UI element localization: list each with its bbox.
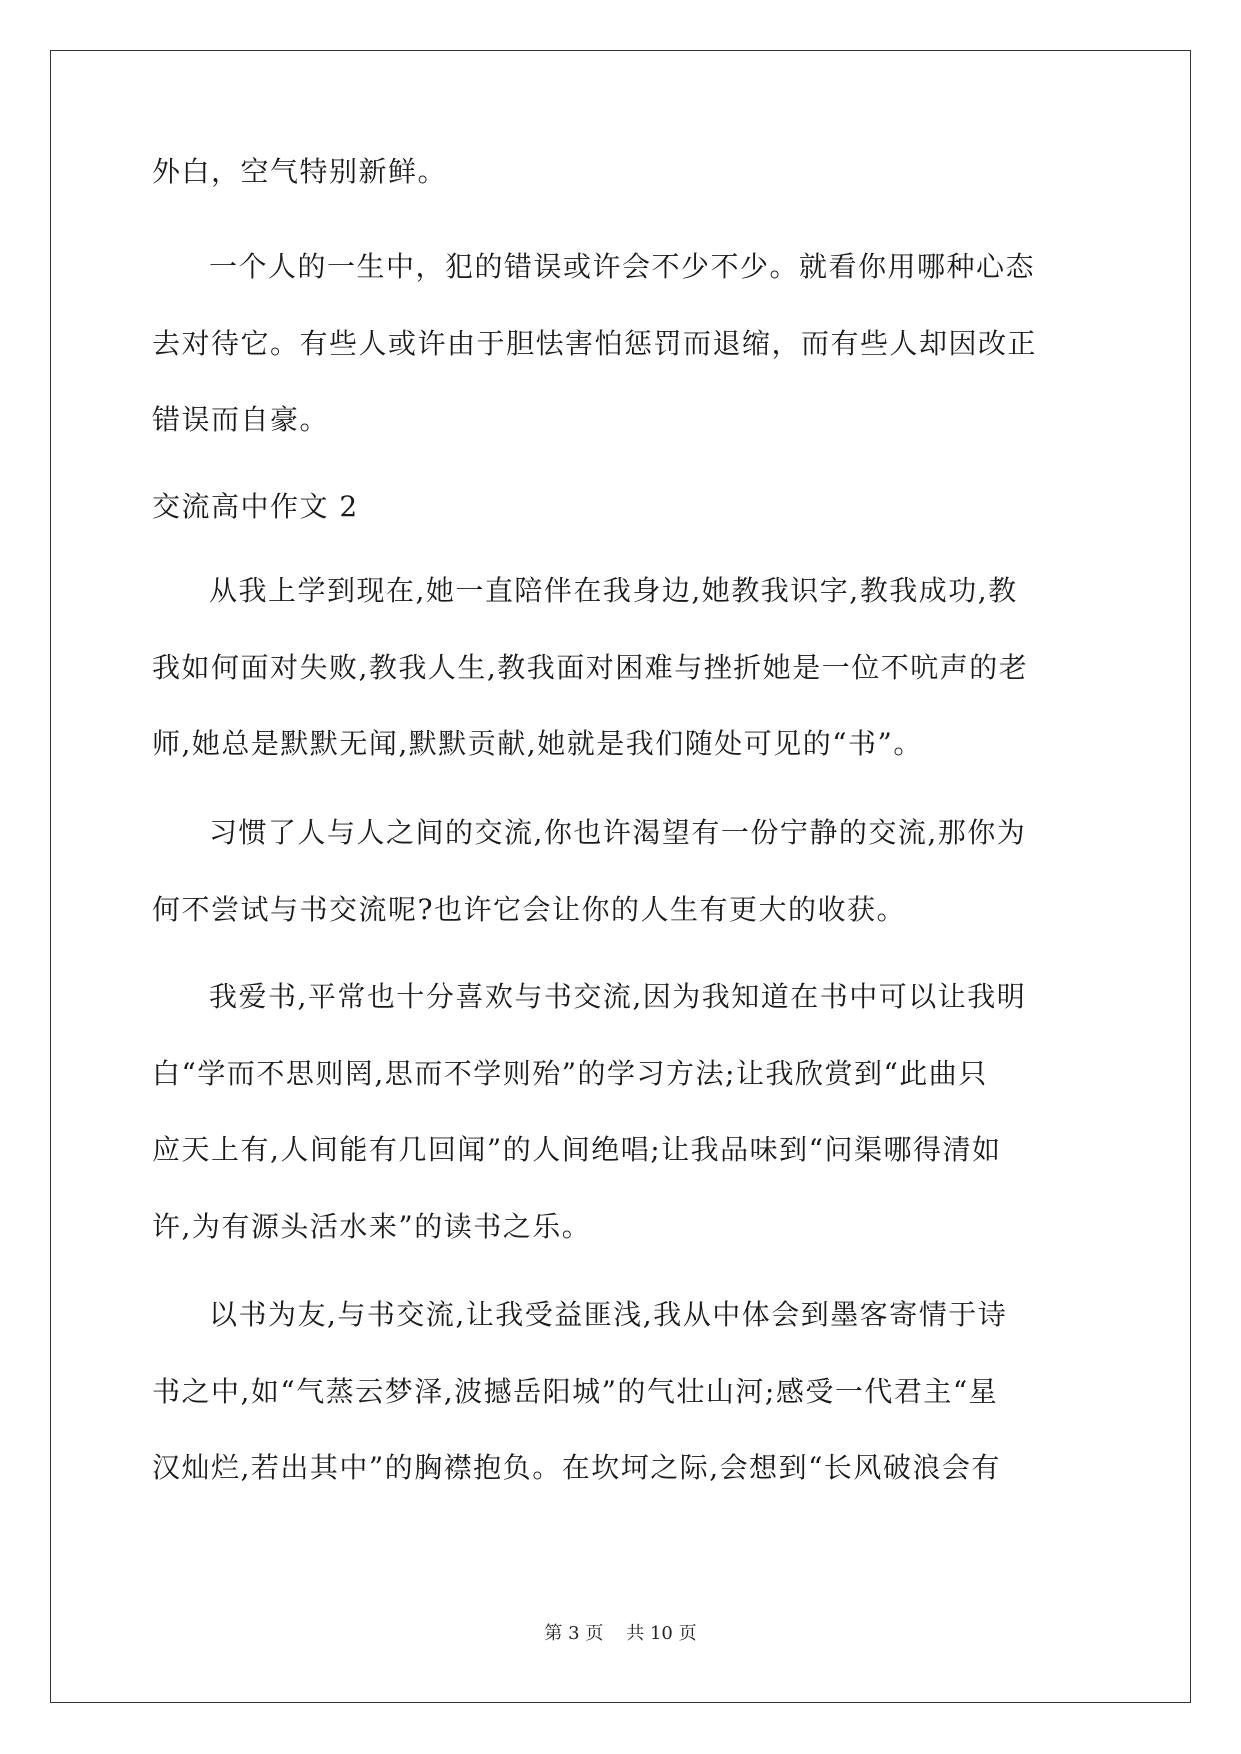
- section-heading: 交流高中作文 2: [152, 490, 359, 523]
- page-total: 共 10 页: [626, 1623, 697, 1644]
- paragraph-line: 从我上学到现在,她一直陪伴在我身边,她教我识字,教我成功,教: [209, 574, 1018, 607]
- page-number: 第 3 页: [544, 1623, 604, 1644]
- paragraph-line: 我爱书,平常也十分喜欢与书交流,因为我知道在书中可以让我明: [209, 980, 1027, 1013]
- text-line: 汉灿烂,若出其中”的胸襟抱负。在坎坷之际,会想到“长风破浪会有: [152, 1451, 1001, 1484]
- text-line: 白“学而不思则罔,思而不学则殆”的学习方法;让我欣赏到“此曲只: [152, 1057, 988, 1090]
- text-line: 何不尝试与书交流呢?也许它会让你的人生有更大的收获。: [152, 893, 907, 926]
- text-line: 许,为有源头活水来”的读书之乐。: [152, 1210, 592, 1243]
- text-line: 错误而自豪。: [152, 403, 330, 436]
- paragraph-line: 一个人的一生中，犯的错误或许会不少不少。就看你用哪种心态: [209, 250, 1036, 283]
- text-line: 应天上有,人间能有几回闻”的人间绝唱;让我品味到“问渠哪得清如: [152, 1133, 1002, 1166]
- page-footer: [0, 1622, 1241, 1646]
- text-line: 去对待它。有些人或许由于胆怯害怕惩罚而退缩，而有些人却因改正: [152, 327, 1038, 360]
- text-line: 外白，空气特别新鲜。: [152, 155, 448, 188]
- paragraph-line: 习惯了人与人之间的交流,你也许渴望有一份宁静的交流,那你为: [209, 816, 1027, 849]
- text-line: 师,她总是默默无闻,默默贡献,她就是我们随处可见的“书”。: [152, 727, 923, 760]
- text-line: 书之中,如“气蒸云梦泽,波撼岳阳城”的气壮山河;感受一代君主“星: [152, 1375, 999, 1408]
- paragraph-line: 以书为友,与书交流,让我受益匪浅,我从中体会到墨客寄情于诗: [209, 1298, 1008, 1331]
- text-line: 我如何面对失败,教我人生,教我面对困难与挫折她是一位不吭声的老: [152, 651, 1029, 684]
